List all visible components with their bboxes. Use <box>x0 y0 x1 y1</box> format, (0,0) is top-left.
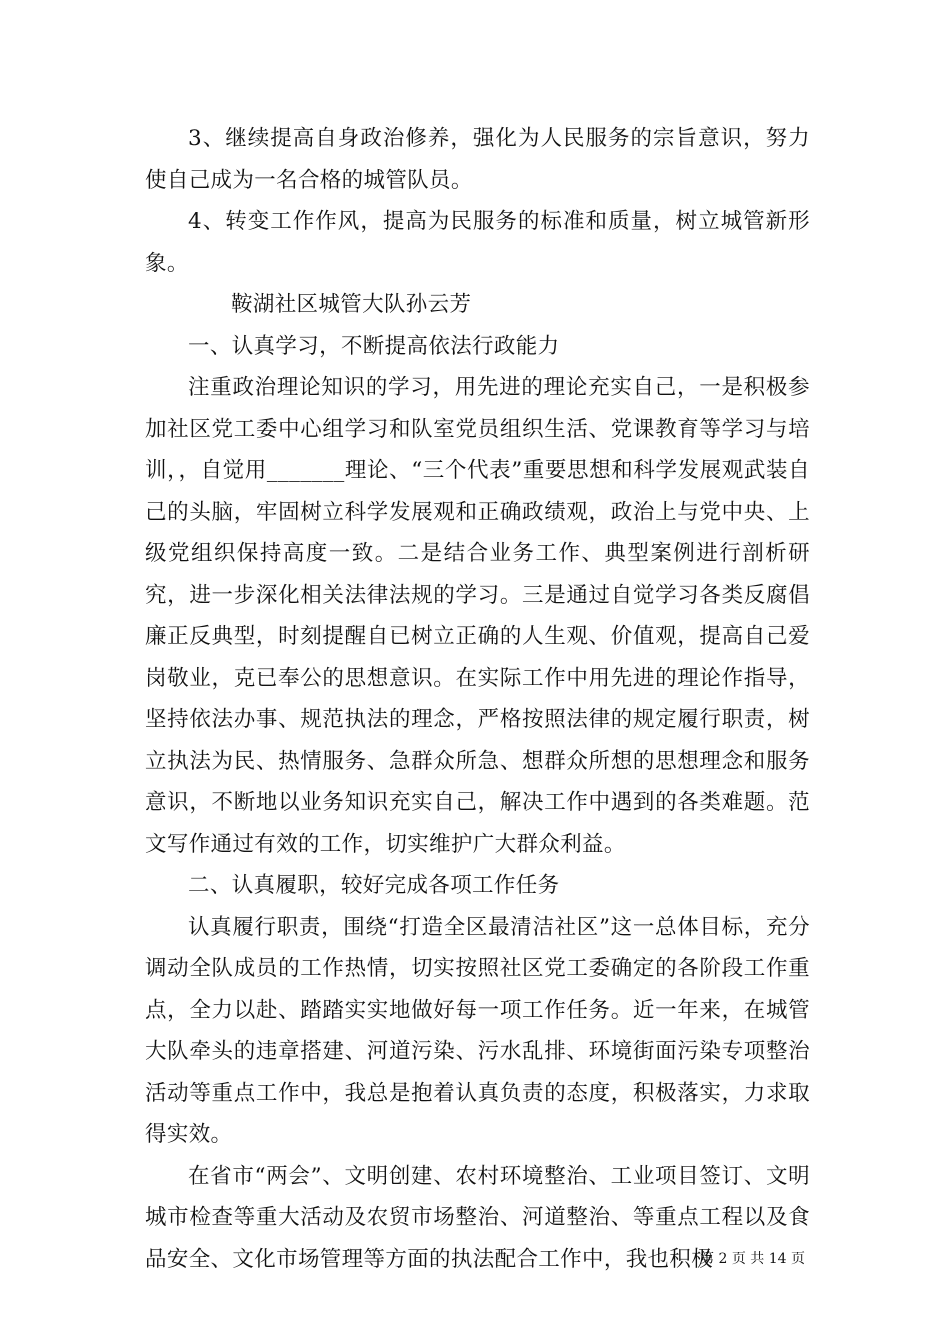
section-heading-2: 二、认真履职，较好完成各项工作任务 <box>188 873 560 898</box>
paragraph-item-3: 3、继续提高自身政治修养，强化为人民服务的宗旨意识，努力使自己成为一名合格的城管队员。 <box>145 126 810 193</box>
document-body <box>145 118 810 1280</box>
author-byline: 鞍湖社区城管大队孙云芳 <box>231 292 472 317</box>
paragraph-study: 注重政治理论知识的学习，用先进的理论充实自己，一是积极参加社区党工委中心组学习和队室党员组织生活、党课教育等学习与培训，，自觉用_______理论、“三个代表”重要思想和科学发展观武装自己的头脑，牢固树立科学发展观和正确政绩观，政治上与党中央、上级党组织保持高度一致。二是结合业务工作、典型案例进行剖析研究，进一步深化相关法律法规的学习。三是通过自觉学习各类反腐倡廉正反典型，时刻提醒自已树立正确的人生观、价值观，提高自己爱岗敬业，克已奉公的思想意识。在实际工作中用先进的理论作指导，坚持依法办事、规范执法的理念，严格按照法律的规定履行职责，树立执法为民、热情服务、急群众所急、想群众所想的思想理念和服务意识，不断地以业务知识充实自己，解决工作中遇到的各类难题。范文写作通过有效的工作，切实维护广大群众利益。 <box>145 375 810 857</box>
paragraph-item-4: 4、转变工作作风，提高为民服务的标准和质量，树立城管新形象。 <box>145 209 810 276</box>
page-number-footer: 第 2 页 共 14 页 <box>700 1251 805 1267</box>
paragraph-duties: 认真履行职责，围绕“打造全区最清洁社区”这一总体目标，充分调动全队成员的工作热情，切实按照社区党工委确定的各阶段工作重点，全力以赴、踏踏实实地做好每一项工作任务。近一年来，在城管大队牵头的违章搭建、河道污染、污水乱排、环境街面污染专项整治活动等重点工作中，我总是抱着认真负责的态度，积极落实，力求取得实效。 <box>145 914 810 1147</box>
paragraph-events: 在省市“两会”、文明创建、农村环境整治、工业项目签订、文明城市检查等重大活动及农贸市场整治、河道整治、等重点工程以及食品安全、文化市场管理等方面的执法配合工作中，我也积极 <box>145 1163 810 1272</box>
section-heading-1: 一、认真学习，不断提高依法行政能力 <box>188 333 560 359</box>
